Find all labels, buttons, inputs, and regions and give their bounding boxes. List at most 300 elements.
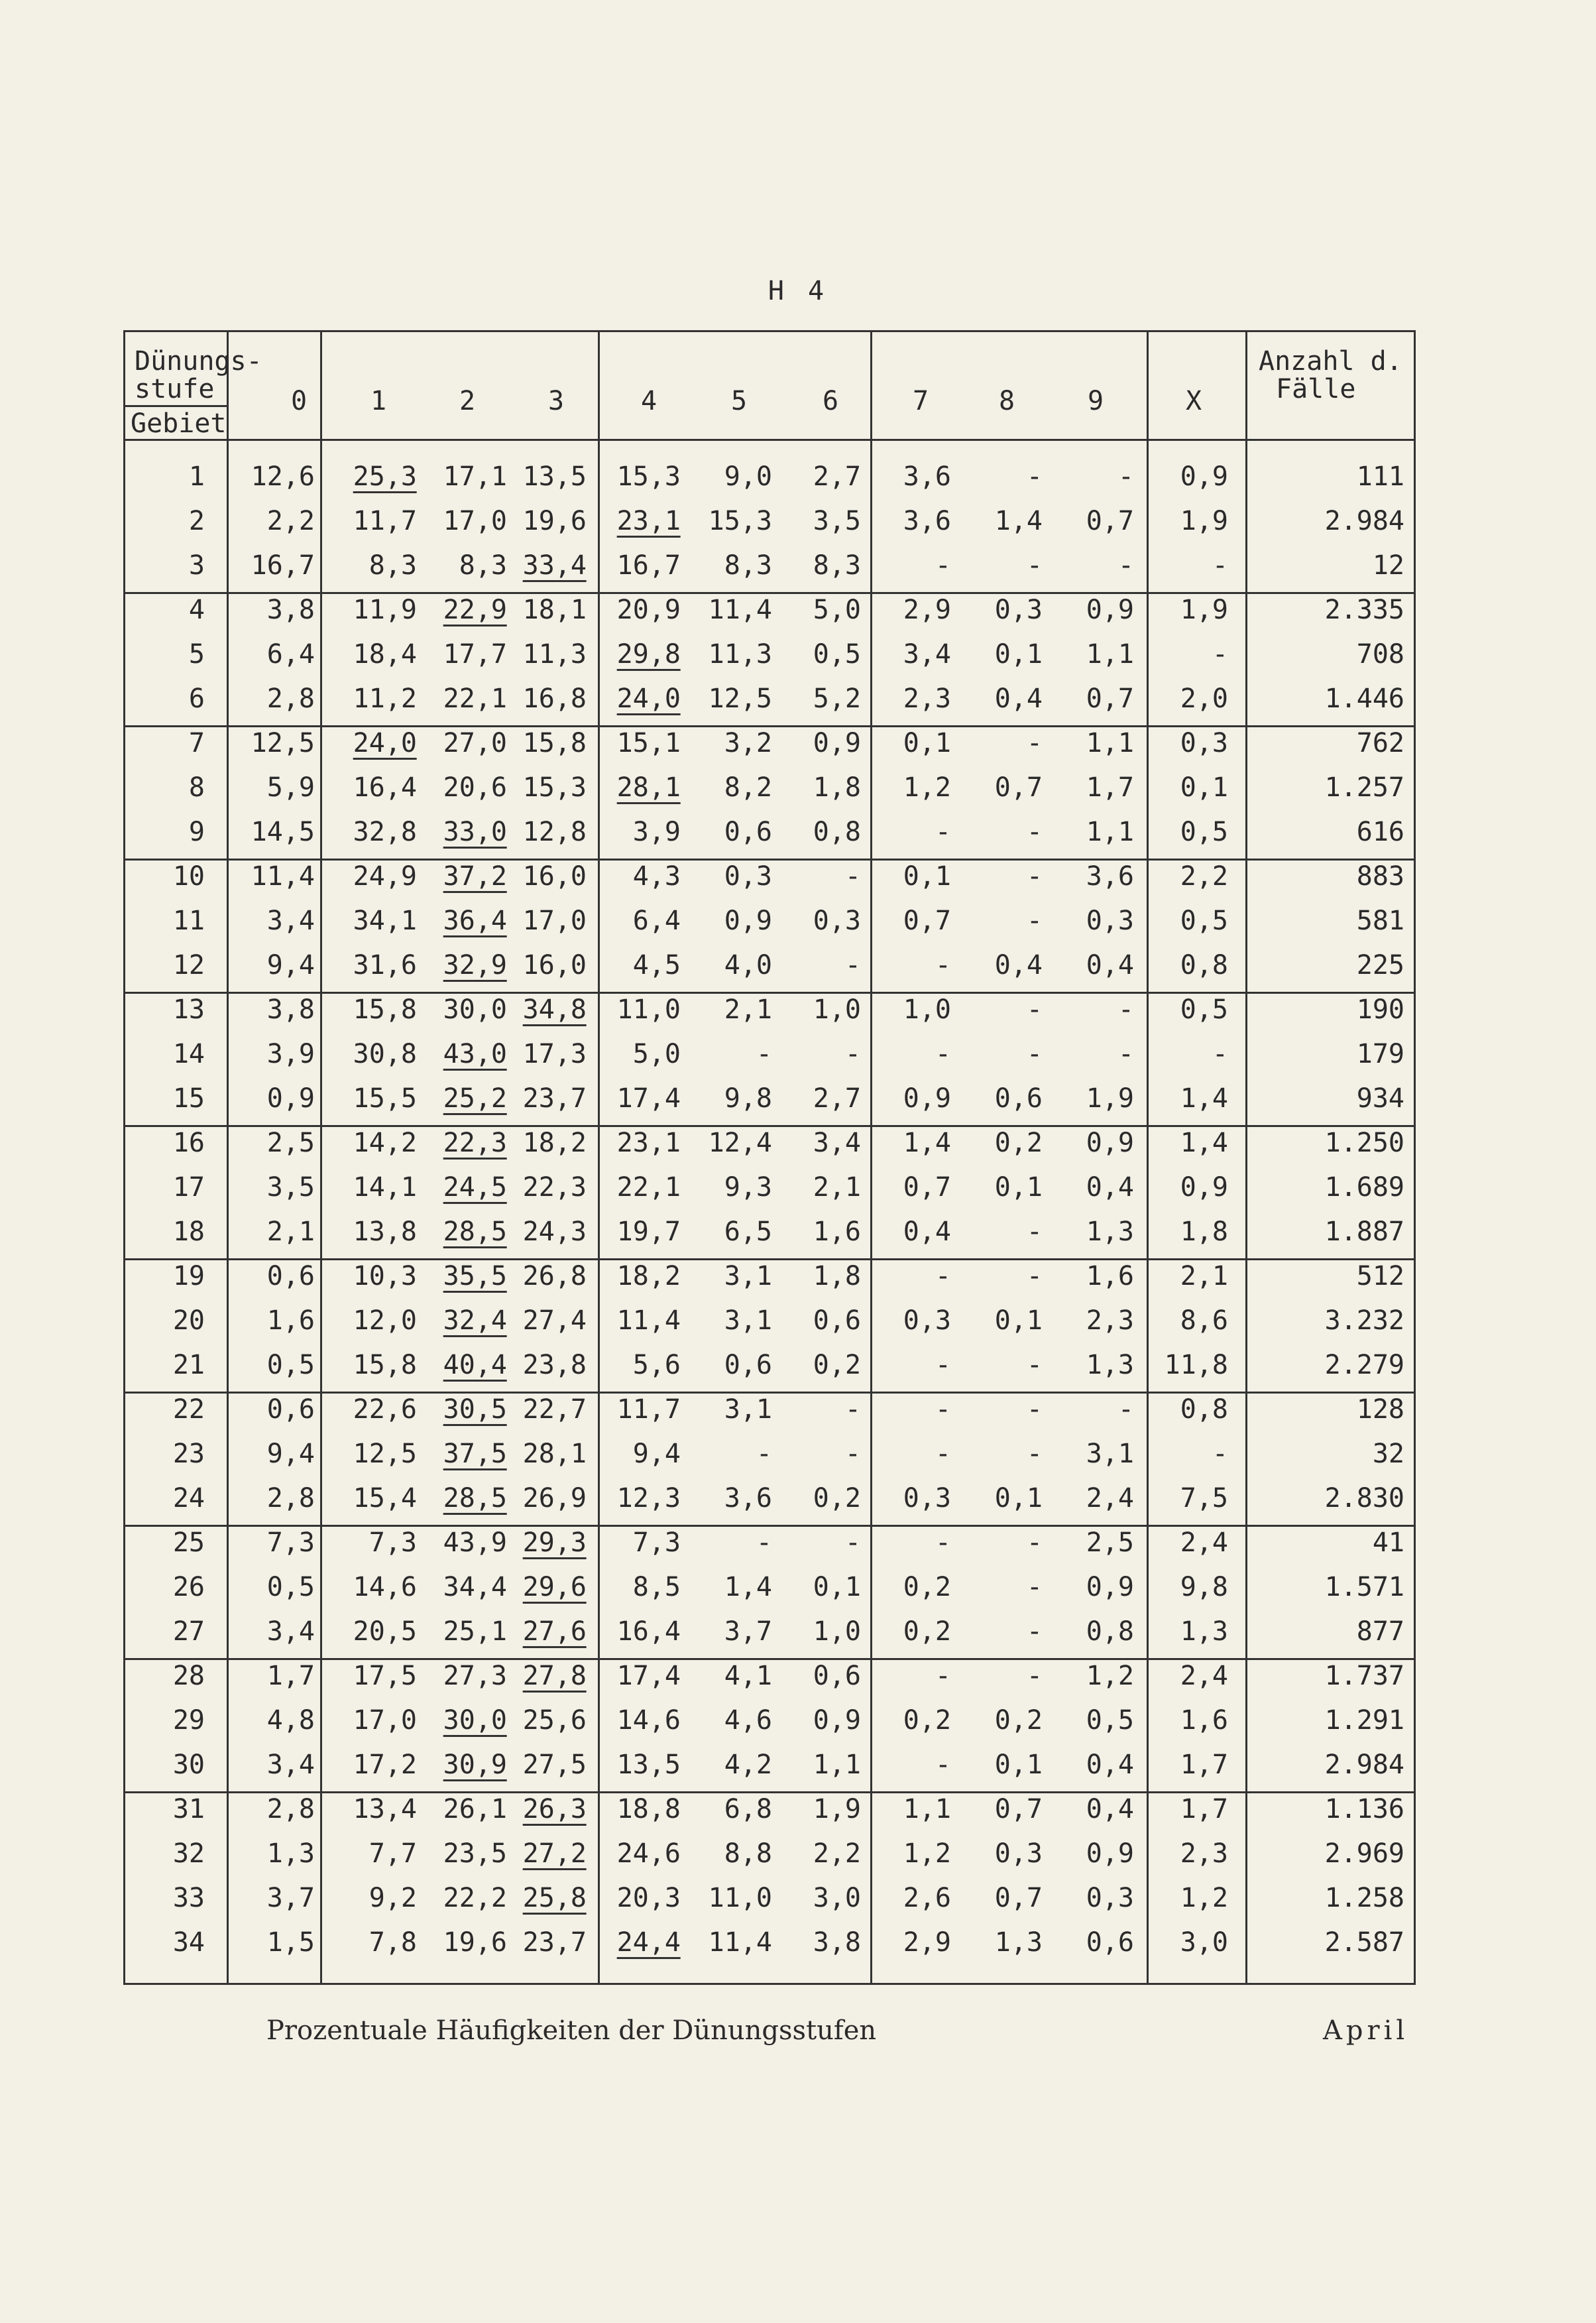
modal-value-cell: 33,4 xyxy=(522,550,587,581)
value-cell: 7,5 xyxy=(1180,1483,1228,1514)
value-cell: 2,2 xyxy=(813,1838,861,1869)
value-cell: 0,7 xyxy=(994,772,1043,803)
value-cell: 1,6 xyxy=(266,1305,315,1336)
area-number: 19 xyxy=(172,1261,205,1291)
value-cell: 1,2 xyxy=(1180,1883,1228,1913)
modal-value-cell: 29,8 xyxy=(616,639,681,670)
value-cell: 1,0 xyxy=(813,994,861,1025)
value-cell: 24,3 xyxy=(522,1217,587,1247)
value-cell: 3,9 xyxy=(266,1039,315,1069)
value-cell: 0,9 xyxy=(1180,1172,1228,1203)
cases-count: 581 xyxy=(1356,906,1404,936)
modal-value-cell: 37,5 xyxy=(443,1439,507,1469)
value-cell: 15,5 xyxy=(353,1083,417,1114)
value-cell: 8,3 xyxy=(724,550,772,581)
value-cell: 2,3 xyxy=(1086,1305,1134,1336)
value-cell: 2,5 xyxy=(1086,1527,1134,1558)
value-cell: 13,4 xyxy=(353,1794,417,1824)
area-number: 4 xyxy=(188,595,205,625)
value-cell: 20,3 xyxy=(616,1883,681,1913)
value-cell: 0,3 xyxy=(1086,906,1134,936)
value-cell: 0,9 xyxy=(1086,1838,1134,1869)
value-cell: 8,5 xyxy=(632,1572,681,1602)
value-cell: - xyxy=(844,1527,861,1558)
value-cell: 0,9 xyxy=(266,1083,315,1114)
value-cell: 3,0 xyxy=(813,1883,861,1913)
column-x-divider xyxy=(1245,332,1247,1983)
value-cell: 7,3 xyxy=(632,1527,681,1558)
value-cell: 23,5 xyxy=(443,1838,507,1869)
value-cell: 3,4 xyxy=(903,639,951,670)
value-cell: 1,4 xyxy=(903,1128,951,1158)
frequency-table xyxy=(123,330,1416,1985)
value-cell: 22,2 xyxy=(443,1883,507,1913)
area-label: Gebiet xyxy=(131,408,227,439)
value-cell: 1,4 xyxy=(724,1572,772,1602)
value-cell: 34,1 xyxy=(353,906,417,936)
value-cell: 11,0 xyxy=(708,1883,772,1913)
value-cell: 0,5 xyxy=(1086,1705,1134,1736)
value-cell: 3,4 xyxy=(266,1750,315,1780)
column-header-4: 4 xyxy=(640,386,657,416)
value-cell: 0,7 xyxy=(903,906,951,936)
value-cell: 2,2 xyxy=(1180,861,1228,892)
value-cell: 6,8 xyxy=(724,1794,772,1824)
area-number: 13 xyxy=(172,994,205,1025)
value-cell: - xyxy=(935,1439,951,1469)
value-cell: 13,5 xyxy=(616,1750,681,1780)
group-divider xyxy=(125,1125,1414,1127)
value-cell: 0,1 xyxy=(1180,772,1228,803)
value-cell: 14,6 xyxy=(616,1705,681,1736)
value-cell: 2,9 xyxy=(903,1927,951,1958)
value-cell: 14,5 xyxy=(251,817,315,847)
value-cell: 15,8 xyxy=(353,1350,417,1380)
area-number: 14 xyxy=(172,1039,205,1069)
value-cell: 11,4 xyxy=(616,1305,681,1336)
value-cell: - xyxy=(1026,861,1043,892)
value-cell: 0,5 xyxy=(266,1572,315,1602)
value-cell: 1,1 xyxy=(903,1794,951,1824)
month-label: April xyxy=(1323,2015,1409,2046)
area-number: 26 xyxy=(172,1572,205,1602)
value-cell: 9,8 xyxy=(1180,1572,1228,1602)
modal-value-cell: 25,2 xyxy=(443,1083,507,1114)
cases-count: 1.258 xyxy=(1324,1883,1404,1913)
group-divider xyxy=(125,592,1414,594)
modal-value-cell: 24,5 xyxy=(443,1172,507,1203)
value-cell: 4,1 xyxy=(724,1661,772,1691)
value-cell: 2,5 xyxy=(266,1128,315,1158)
modal-value-cell: 43,0 xyxy=(443,1039,507,1069)
value-cell: 3,6 xyxy=(1086,861,1134,892)
value-cell: 1,2 xyxy=(1086,1661,1134,1691)
value-cell: 4,3 xyxy=(632,861,681,892)
area-number: 11 xyxy=(172,906,205,936)
value-cell: 4,6 xyxy=(724,1705,772,1736)
column-header-5: 5 xyxy=(730,386,748,416)
group-1-3-divider xyxy=(598,332,600,1983)
value-cell: - xyxy=(844,861,861,892)
value-cell: 24,9 xyxy=(353,861,417,892)
group-7-9-divider xyxy=(1147,332,1149,1983)
cases-count: 12 xyxy=(1372,550,1404,581)
value-cell: 17,4 xyxy=(616,1083,681,1114)
value-cell: 2,1 xyxy=(724,994,772,1025)
value-cell: 0,3 xyxy=(1086,1883,1134,1913)
value-cell: 0,4 xyxy=(994,684,1043,714)
value-cell: 2,7 xyxy=(813,461,861,492)
group-4-6-divider xyxy=(870,332,872,1983)
value-cell: 0,2 xyxy=(813,1350,861,1380)
group-divider xyxy=(125,992,1414,994)
value-cell: 17,0 xyxy=(353,1705,417,1736)
value-cell: 0,6 xyxy=(266,1261,315,1291)
modal-value-cell: 27,8 xyxy=(522,1661,587,1691)
area-number: 30 xyxy=(172,1750,205,1780)
column-header-6: 6 xyxy=(822,386,839,416)
value-cell: 12,8 xyxy=(522,817,587,847)
value-cell: 23,1 xyxy=(616,1128,681,1158)
value-cell: 1,4 xyxy=(1180,1083,1228,1114)
value-cell: 9,0 xyxy=(724,461,772,492)
value-cell: 0,9 xyxy=(724,906,772,936)
value-cell: 2,3 xyxy=(1180,1838,1228,1869)
value-cell: 1,1 xyxy=(813,1750,861,1780)
value-cell: 0,4 xyxy=(1086,1172,1134,1203)
value-cell: - xyxy=(935,817,951,847)
page-id: H 4 xyxy=(768,276,828,306)
value-cell: 1,8 xyxy=(813,1261,861,1291)
value-cell: 0,6 xyxy=(724,817,772,847)
value-cell: 3,4 xyxy=(266,906,315,936)
cases-count: 179 xyxy=(1356,1039,1404,1069)
column-header-0: 0 xyxy=(290,386,308,416)
value-cell: - xyxy=(1026,906,1043,936)
value-cell: 0,8 xyxy=(1086,1616,1134,1647)
value-cell: 5,2 xyxy=(813,684,861,714)
area-number: 7 xyxy=(188,728,205,758)
value-cell: 3,6 xyxy=(903,461,951,492)
value-cell: 3,9 xyxy=(632,817,681,847)
value-cell: 27,3 xyxy=(443,1661,507,1691)
value-cell: 3,6 xyxy=(724,1483,772,1514)
value-cell: 0,9 xyxy=(903,1083,951,1114)
value-cell: 9,4 xyxy=(266,1439,315,1469)
value-cell: 2,3 xyxy=(903,684,951,714)
value-cell: 1,6 xyxy=(813,1217,861,1247)
cases-count: 708 xyxy=(1356,639,1404,670)
value-cell: - xyxy=(1117,550,1134,581)
value-cell: 0,6 xyxy=(1086,1927,1134,1958)
value-cell: 1,0 xyxy=(903,994,951,1025)
value-cell: 19,6 xyxy=(522,506,587,536)
value-cell: - xyxy=(1117,461,1134,492)
modal-value-cell: 22,9 xyxy=(443,595,507,625)
value-cell: - xyxy=(1026,1439,1043,1469)
value-cell: - xyxy=(1026,1261,1043,1291)
value-cell: 0,7 xyxy=(903,1172,951,1203)
value-cell: 19,6 xyxy=(443,1927,507,1958)
value-cell: 9,4 xyxy=(632,1439,681,1469)
value-cell: 3,4 xyxy=(266,1616,315,1647)
value-cell: 0,5 xyxy=(1180,906,1228,936)
cases-count: 2.279 xyxy=(1324,1350,1404,1380)
value-cell: 0,1 xyxy=(994,1305,1043,1336)
modal-value-cell: 29,6 xyxy=(522,1572,587,1602)
value-cell: 3,5 xyxy=(813,506,861,536)
value-cell: 11,4 xyxy=(708,595,772,625)
value-cell: 0,2 xyxy=(903,1705,951,1736)
cases-count: 1.737 xyxy=(1324,1661,1404,1691)
value-cell: 0,2 xyxy=(903,1616,951,1647)
modal-value-cell: 23,1 xyxy=(616,506,681,536)
value-cell: 32,8 xyxy=(353,817,417,847)
modal-value-cell: 27,6 xyxy=(522,1616,587,1647)
value-cell: - xyxy=(756,1527,772,1558)
value-cell: 0,8 xyxy=(813,817,861,847)
value-cell: 27,5 xyxy=(522,1750,587,1780)
area-number: 15 xyxy=(172,1083,205,1114)
value-cell: 15,3 xyxy=(522,772,587,803)
column-header-2: 2 xyxy=(459,386,476,416)
value-cell: - xyxy=(1026,728,1043,758)
value-cell: 1,9 xyxy=(1086,1083,1134,1114)
value-cell: 19,7 xyxy=(616,1217,681,1247)
header-divider xyxy=(125,439,1414,441)
value-cell: - xyxy=(1117,1394,1134,1425)
modal-value-cell: 24,4 xyxy=(616,1927,681,1958)
cases-count: 934 xyxy=(1356,1083,1404,1114)
cases-count: 2.984 xyxy=(1324,1750,1404,1780)
value-cell: 18,8 xyxy=(616,1794,681,1824)
value-cell: 11,3 xyxy=(522,639,587,670)
cases-count: 128 xyxy=(1356,1394,1404,1425)
value-cell: - xyxy=(844,950,861,981)
value-cell: 3,8 xyxy=(813,1927,861,1958)
cases-count: 762 xyxy=(1356,728,1404,758)
value-cell: 2,4 xyxy=(1180,1527,1228,1558)
group-divider xyxy=(125,1525,1414,1527)
value-cell: - xyxy=(935,1039,951,1069)
value-cell: 0,5 xyxy=(266,1350,315,1380)
value-cell: 2,9 xyxy=(903,595,951,625)
value-cell: 31,6 xyxy=(353,950,417,981)
value-cell: 11,2 xyxy=(353,684,417,714)
value-cell: - xyxy=(935,1394,951,1425)
modal-value-cell: 34,8 xyxy=(522,994,587,1025)
area-number: 23 xyxy=(172,1439,205,1469)
value-cell: 18,4 xyxy=(353,639,417,670)
cases-count: 2.984 xyxy=(1324,506,1404,536)
value-cell: 12,5 xyxy=(251,728,315,758)
area-number: 28 xyxy=(172,1661,205,1691)
value-cell: 3,8 xyxy=(266,994,315,1025)
value-cell: 30,0 xyxy=(443,994,507,1025)
column-header-1: 1 xyxy=(370,386,387,416)
value-cell: 0,2 xyxy=(813,1483,861,1514)
value-cell: 15,1 xyxy=(616,728,681,758)
value-cell: 2,1 xyxy=(813,1172,861,1203)
value-cell: - xyxy=(1212,1439,1228,1469)
value-cell: 0,3 xyxy=(724,861,772,892)
value-cell: - xyxy=(1026,1616,1043,1647)
value-cell: 12,5 xyxy=(708,684,772,714)
value-cell: 0,9 xyxy=(813,1705,861,1736)
value-cell: 1,0 xyxy=(813,1616,861,1647)
column-header-7: 7 xyxy=(912,386,929,416)
value-cell: 18,2 xyxy=(616,1261,681,1291)
area-number: 20 xyxy=(172,1305,205,1336)
value-cell: 16,0 xyxy=(522,861,587,892)
value-cell: 0,8 xyxy=(1180,1394,1228,1425)
value-cell: 11,8 xyxy=(1164,1350,1228,1380)
value-cell: 6,5 xyxy=(724,1217,772,1247)
cases-count: 2.969 xyxy=(1324,1838,1404,1869)
value-cell: 3,1 xyxy=(724,1305,772,1336)
cases-count: 616 xyxy=(1356,817,1404,847)
group-divider xyxy=(125,1658,1414,1660)
corner-divider-vertical xyxy=(227,405,229,441)
value-cell: 17,3 xyxy=(522,1039,587,1069)
value-cell: 9,2 xyxy=(369,1883,417,1913)
value-cell: 18,2 xyxy=(522,1128,587,1158)
value-cell: 5,0 xyxy=(632,1039,681,1069)
value-cell: - xyxy=(1026,461,1043,492)
value-cell: 12,5 xyxy=(353,1439,417,1469)
value-cell: 5,0 xyxy=(813,595,861,625)
column-header-8: 8 xyxy=(998,386,1015,416)
value-cell: 0,1 xyxy=(994,1483,1043,1514)
value-cell: 0,3 xyxy=(903,1305,951,1336)
value-cell: 0,9 xyxy=(1086,1128,1134,1158)
value-cell: 3,8 xyxy=(266,595,315,625)
value-cell: 4,2 xyxy=(724,1750,772,1780)
value-cell: - xyxy=(1117,994,1134,1025)
value-cell: 3,1 xyxy=(1086,1439,1134,1469)
value-cell: 26,8 xyxy=(522,1261,587,1291)
value-cell: - xyxy=(1026,550,1043,581)
group-divider xyxy=(125,1392,1414,1394)
value-cell: 17,5 xyxy=(353,1661,417,1691)
area-number: 9 xyxy=(188,817,205,847)
value-cell: 0,1 xyxy=(994,1750,1043,1780)
value-cell: - xyxy=(1117,1039,1134,1069)
area-number: 33 xyxy=(172,1883,205,1913)
value-cell: 17,7 xyxy=(443,639,507,670)
cases-count: 2.587 xyxy=(1324,1927,1404,1958)
value-cell: 17,0 xyxy=(443,506,507,536)
value-cell: 16,7 xyxy=(251,550,315,581)
value-cell: 4,0 xyxy=(724,950,772,981)
value-cell: - xyxy=(1026,1394,1043,1425)
value-cell: - xyxy=(1026,1350,1043,1380)
value-cell: 11,9 xyxy=(353,595,417,625)
value-cell: 28,1 xyxy=(522,1439,587,1469)
value-cell: 0,4 xyxy=(903,1217,951,1247)
cases-count: 883 xyxy=(1356,861,1404,892)
column-header-3: 3 xyxy=(547,386,565,416)
value-cell: 0,5 xyxy=(813,639,861,670)
value-cell: 0,4 xyxy=(1086,1794,1134,1824)
area-number: 34 xyxy=(172,1927,205,1958)
value-cell: 23,8 xyxy=(522,1350,587,1380)
value-cell: 0,1 xyxy=(903,728,951,758)
value-cell: 22,1 xyxy=(616,1172,681,1203)
value-cell: 8,3 xyxy=(369,550,417,581)
cases-count: 1.446 xyxy=(1324,684,1404,714)
value-cell: 8,3 xyxy=(813,550,861,581)
value-cell: 22,6 xyxy=(353,1394,417,1425)
value-cell: 0,3 xyxy=(994,1838,1043,1869)
value-cell: 11,7 xyxy=(616,1394,681,1425)
value-cell: 15,8 xyxy=(522,728,587,758)
value-cell: 27,4 xyxy=(522,1305,587,1336)
value-cell: 34,4 xyxy=(443,1572,507,1602)
value-cell: 6,4 xyxy=(266,639,315,670)
modal-value-cell: 37,2 xyxy=(443,861,507,892)
value-cell: 25,1 xyxy=(443,1616,507,1647)
value-cell: 0,7 xyxy=(1086,684,1134,714)
value-cell: 1,7 xyxy=(266,1661,315,1691)
modal-value-cell: 30,5 xyxy=(443,1394,507,1425)
value-cell: - xyxy=(935,1750,951,1780)
value-cell: 2,1 xyxy=(1180,1261,1228,1291)
group-divider xyxy=(125,1258,1414,1260)
swell-label-line2: stufe xyxy=(135,374,215,404)
value-cell: 11,4 xyxy=(251,861,315,892)
group-divider xyxy=(125,725,1414,727)
value-cell: 1,1 xyxy=(1086,639,1134,670)
cases-label-line1: Anzahl d. xyxy=(1259,346,1402,377)
value-cell: 1,9 xyxy=(1180,506,1228,536)
value-cell: 26,9 xyxy=(522,1483,587,1514)
area-number: 5 xyxy=(188,639,205,670)
cases-count: 512 xyxy=(1356,1261,1404,1291)
value-cell: 26,1 xyxy=(443,1794,507,1824)
value-cell: 2,8 xyxy=(266,684,315,714)
value-cell: 3,0 xyxy=(1180,1927,1228,1958)
value-cell: - xyxy=(1026,817,1043,847)
value-cell: 1,7 xyxy=(1180,1750,1228,1780)
value-cell: 12,3 xyxy=(616,1483,681,1514)
value-cell: 0,7 xyxy=(1086,506,1134,536)
value-cell: 0,3 xyxy=(903,1483,951,1514)
value-cell: 11,4 xyxy=(708,1927,772,1958)
value-cell: 0,3 xyxy=(813,906,861,936)
value-cell: - xyxy=(935,950,951,981)
value-cell: 3,7 xyxy=(724,1616,772,1647)
cases-count: 3.232 xyxy=(1324,1305,1404,1336)
value-cell: 11,0 xyxy=(616,994,681,1025)
value-cell: 8,2 xyxy=(724,772,772,803)
area-column-divider xyxy=(227,332,229,1983)
value-cell: 3,7 xyxy=(266,1883,315,1913)
cases-count: 877 xyxy=(1356,1616,1404,1647)
value-cell: 0,9 xyxy=(1180,461,1228,492)
value-cell: 1,8 xyxy=(813,772,861,803)
value-cell: 8,3 xyxy=(459,550,507,581)
value-cell: 22,1 xyxy=(443,684,507,714)
modal-value-cell: 22,3 xyxy=(443,1128,507,1158)
value-cell: 27,0 xyxy=(443,728,507,758)
area-number: 8 xyxy=(188,772,205,803)
value-cell: - xyxy=(1026,994,1043,1025)
value-cell: 0,3 xyxy=(994,595,1043,625)
area-number: 1 xyxy=(188,461,205,492)
value-cell: 16,4 xyxy=(616,1616,681,1647)
group-divider xyxy=(125,859,1414,861)
